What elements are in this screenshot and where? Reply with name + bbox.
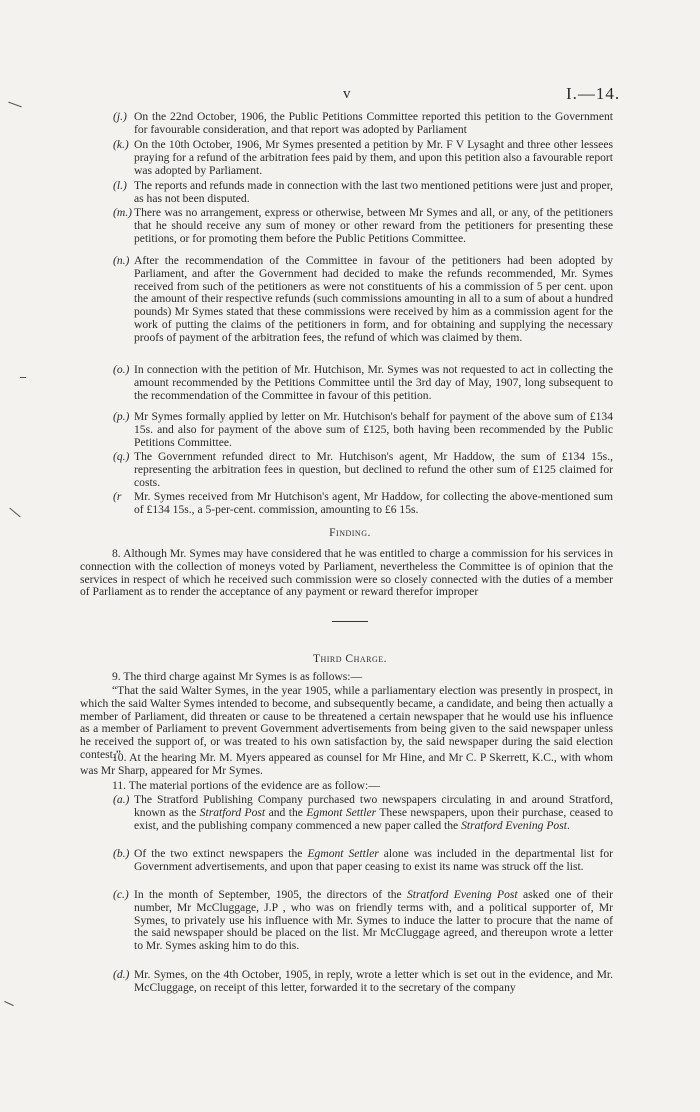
paragraph-10: 10. At the hearing Mr. M. Myers appeared as counsel for Mr Hine, and Mr C. P Skerrett, K.C., with whom was Mr Sharp, appeared for Mr Symes. — [80, 751, 613, 777]
list-item: (n.) After the recommendation of the Committee in favour of the petitioners had been adopted by Parliament, and after the Government had decided to make the refunds recommended, Mr. Symes received from such of the petitioners as were not constituents of his a commission of 5 per cent. upon the amount of their respective refunds (such commissions amounting in all to a sum of about a hundred pounds) Mr Symes stated that these commissions were received by him as a commission agent for the work of putting the claims of the petitioners in form, and for obtaining and supplying the necessary proofs of payment of the arbitration fees, the refund of which was claimed by them. — [113, 254, 613, 344]
list-item: (c.) In the month of September, 1905, the directors of the Stratford Evening Post asked one of their number, Mr McCluggage, J.P , who was on friendly terms with, and a political supporter of, Mr Symes, to privately use his influence with Mr. Symes to induce the latter to procure that the name of the said newspaper should be placed on the list. Mr McCluggage agreed, and thereupon wrote a letter to Mr. Symes asking him to do this. — [113, 888, 613, 953]
section-divider — [332, 621, 368, 622]
list-item: (r Mr. Symes received from Mr Hutchison's agent, Mr Haddow, for collecting the above-mentioned sum of £134 15s., a 5-per-cent. commission, amounting to £6 15s. — [113, 490, 613, 516]
paragraph-8: 8. Although Mr. Symes may have considered that he was entitled to charge a commission for his services in connection with the collection of moneys voted by Parliament, nevertheless the Committee is of opinion that the services in respect of which he received such commission were so closely connected with the duties of a member of Parliament as to render the acceptance of any payment or reward therefor improper — [80, 547, 613, 599]
document-reference: I.—14. — [566, 84, 621, 103]
list-item: (b.) Of the two extinct newspapers the Egmont Settler alone was included in the departmental list for Government advertisements, and upon that paper ceasing to exist its name was struck off the list. — [113, 847, 613, 873]
list-item: (j.) On the 22nd October, 1906, the Public Petitions Committee reported this petition to the Government for favourable consideration, and that report was adopted by Parliament — [113, 110, 613, 136]
list-item: (p.) Mr Symes formally applied by letter on Mr. Hutchison's behalf for payment of the above sum of £134 15s. and also for payment of the above sum of £125, both having been recommended by the Public Petitions Committee. — [113, 410, 613, 449]
third-charge-heading: Third Charge. — [312, 653, 388, 665]
list-item: (m.) There was no arrangement, express or otherwise, between Mr Symes and all, or any, of the petitioners that he should receive any sum of money or other reward from the petitioners for presenting these petitions, or for promoting them before the Public Petitions Committee. — [113, 206, 613, 245]
paragraph-9: 9. The third charge against Mr Symes is as follows:— — [112, 670, 363, 683]
margin-tick — [4, 1001, 13, 1006]
list-item: (q.) The Government refunded direct to Mr. Hutchison's agent, Mr Haddow, the sum of £134 15s., representing the arbitration fees in question, but declined to refund the other sum of £125 claimed for costs. — [113, 450, 613, 489]
margin-tick — [9, 508, 20, 518]
list-item: (l.) The reports and refunds made in connection with the last two mentioned petitions were just and proper, as has not been disputed. — [113, 179, 613, 205]
margin-tick — [20, 377, 26, 378]
list-item: (o.) In connection with the petition of Mr. Hutchison, Mr. Symes was not requested to act in collecting the amount recommended by the Petitions Committee until the 3rd day of May, 1907, long subsequent to the recommendation of the Committee in favour of this petition. — [113, 363, 613, 402]
list-item: (k.) On the 10th October, 1906, Mr Symes presented a petition by Mr. F V Lysaght and three other lessees praying for a refund of the arbitration fees paid by them, and upon this petition also a favourable report was adopted by Parliament. — [113, 138, 613, 177]
paragraph-11: 11. The material portions of the evidence are as follow:— — [112, 779, 380, 792]
list-item: (d.) Mr. Symes, on the 4th October, 1905, in reply, wrote a letter which is set out in the evidence, and Mr. McCluggage, on receipt of this letter, forwarded it to the secretary of the company — [113, 968, 613, 994]
page-number: v — [343, 86, 351, 102]
list-item: (a.) The Stratford Publishing Company purchased two newspapers circulating in and around Stratford, known as the Stratford Post and the Egmont Settler These newspapers, upon their purchase, ceased to exist, and the publishing company commenced a new paper called the Stratford Evening Post. — [113, 793, 613, 832]
finding-heading: Finding. — [329, 527, 371, 539]
margin-tick — [8, 102, 21, 108]
charge-quote: “That the said Walter Symes, in the year 1905, while a parliamentary election was presently in prospect, in which the said Walter Symes intended to become, and subsequently became, a candidate, and being then actually a member of Parliament, did threaten or cause to be threatened a certain newspaper that he would use his influence as a member of Parliament to prevent Government advertisements from being given to the said newspaper unless he received the support of, or was treated to his own satisfaction by, the said newspaper during the said election contest.” — [80, 684, 613, 761]
